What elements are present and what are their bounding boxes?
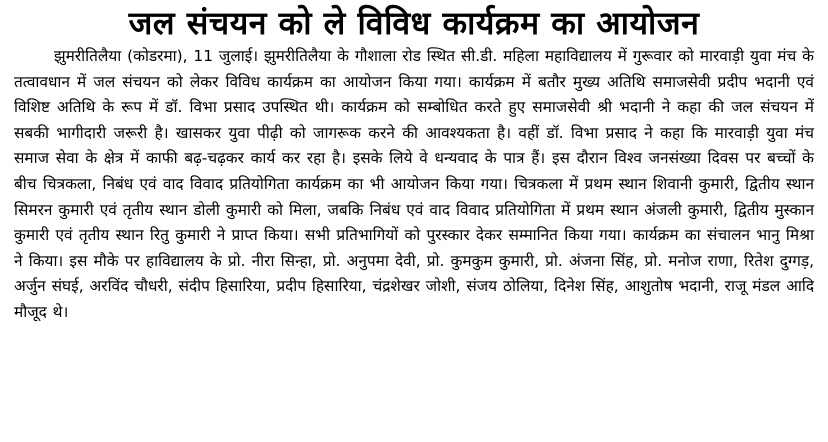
headline: जल संचयन को ले विविध कार्यक्रम का आयोजन <box>128 4 700 42</box>
article-body: झुमरीतिलैया (कोडरमा), 11 जुलाई। झुमरीतिलैया के गौशाला रोड स्थित सी.डी. महिला महाविद्यालय में गुरूवार को मारवाड़ी युवा मंच के तत्वावधान में जल संचयन को लेकर विविध कार्यक्रम का आयोजन किया गया। कार्यक्रम में बतौर मुख्य अतिथि समाजसेवी प्रदीप भदानी एवं विशिष्ट अतिथि के रूप में डॉ. विभा प्रसाद उपस्थित थी। कार्यक्रम को सम्बोधित करते हुए समाजसेवी श्री भदानी ने कहा की जल संचयन में सबकी भागीदारी जरूरी है। खासकर युवा पीढ़ी को जागरूक करने की आवश्यकता है। वहीं डॉ. विभा प्रसाद ने कहा कि मारवाड़ी युवा मंच समाज सेवा के क्षेत्र में काफी बढ़-चढ़कर कार्य कर रहा है। इसके लिये वे धन्यवाद के पात्र हैं। इस दौरान विश्व जनसंख्या दिवस पर बच्चों के बीच चित्रकला, निबंध एवं वाद विवाद प्रतियोगिता कार्यक्रम का भी आयोजन किया गया। चित्रकला में प्रथम स्थान शिवानी कुमारी, द्वितीय स्थान सिमरन कुमारी एवं तृतीय स्थान डोली कुमारी को मिला, जबकि निबंध एवं वाद विवाद प्रतियोगिता में प्रथम स्थान अंजली कुमारी, द्वितीय मुस्कान कुमारी एवं तृतीय स्थान रितु कुमारी ने प्राप्त किया। सभी प्रतिभागियों को पुरस्कार देकर सम्मानित किया गया। कार्यक्रम का संचालन भानु मिश्रा ने किया। इस मौके पर हाविद्यालय के प्रो. नीरा सिन्हा, प्रो. अनुपमा देवी, प्रो. कुमकुम कुमारी, प्रो. अंजना सिंह, प्रो. मनोज राणा, रितेश दुग्गड़, अर्जुन संघई, अरविंद चौधरी, संदीप हिसारिया, प्रदीप हिसारिया, चंद्रशेखर जोशी, संजय ठोलिया, दिनेश सिंह, आशुतोष भदानी, राजू मंडल आदि मौजूद थे। <box>14 47 814 321</box>
